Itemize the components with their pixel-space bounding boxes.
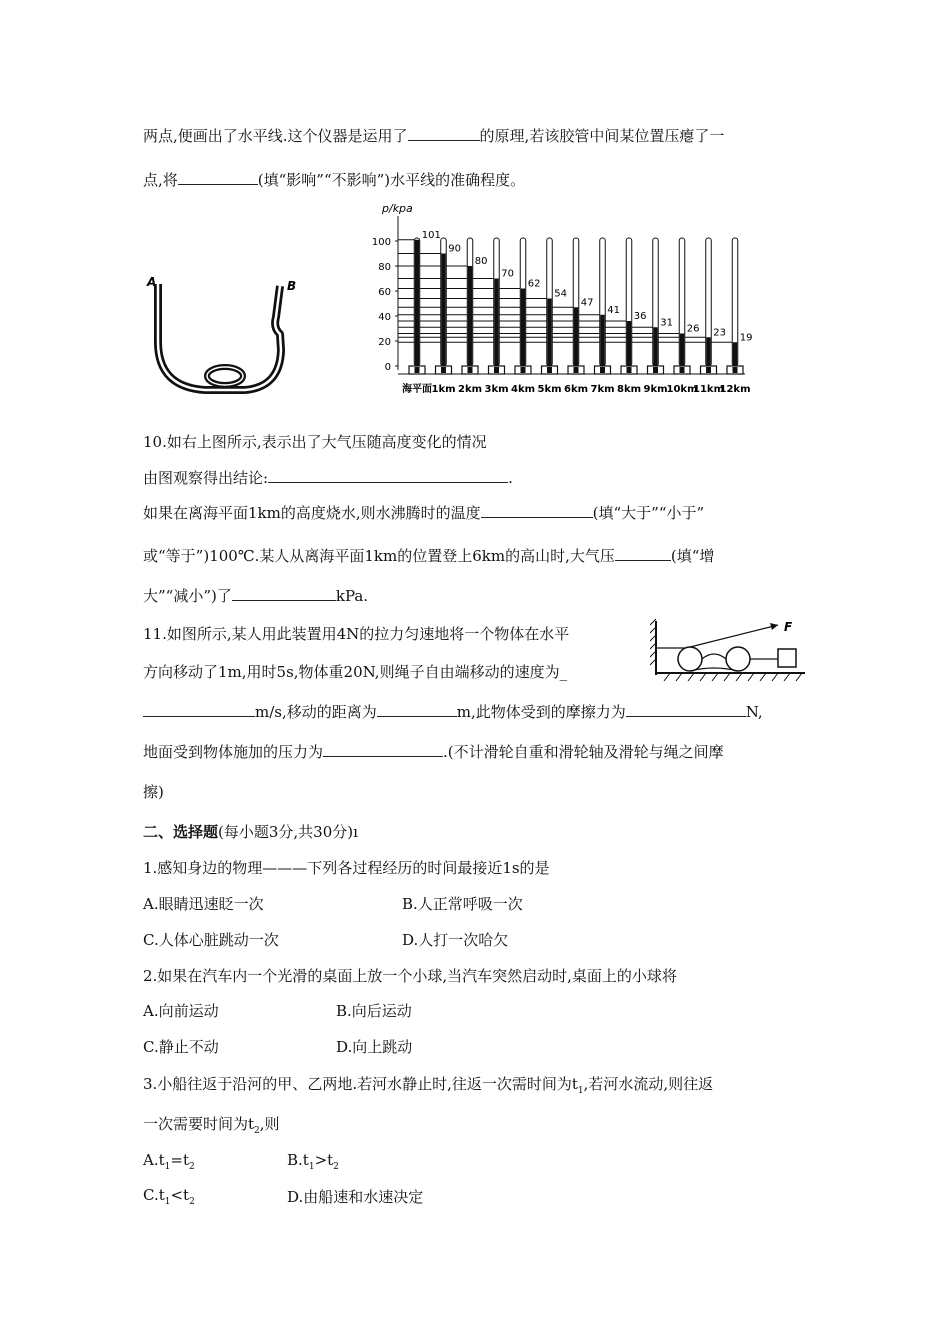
dish-mercury [574, 367, 579, 373]
chart-level-lines [398, 240, 745, 374]
mercury-column [415, 240, 420, 366]
chart-ylabel: p/kpa [382, 202, 413, 215]
mercury-column [547, 299, 552, 367]
q11-blank-friction[interactable] [626, 702, 746, 717]
value-label: 54 [554, 288, 567, 300]
mc3-option-b[interactable] [287, 1151, 339, 1172]
dish-mercury [494, 367, 499, 373]
mercury-column [600, 315, 605, 366]
q9-blank-effect[interactable] [178, 170, 258, 185]
section2-title [143, 821, 358, 842]
y-tick-label: 100 [371, 237, 391, 248]
mc2-stem: 2.如果在汽车内一个光滑的桌面上放一个小球,当汽车突然启动时,桌面上的小球将 [143, 967, 677, 985]
dish-mercury [653, 367, 658, 373]
ground-hatch [664, 673, 802, 681]
q9-line-2 [143, 169, 525, 190]
label-b: B [287, 279, 297, 293]
value-label: 70 [501, 268, 514, 280]
movable-pulley [726, 647, 750, 671]
q10-text: 如果在离海平面1km的高度烧水,则水沸腾时的温度 [143, 504, 481, 522]
rope-middle [702, 654, 726, 659]
mercury-column [494, 279, 499, 367]
mc3-text: 一次需要时间为t [143, 1115, 255, 1133]
q11-blank-speed[interactable] [143, 702, 255, 717]
mc3-sub: 2 [254, 1126, 260, 1136]
label-a: A [147, 275, 157, 289]
q11-line-5: 擦) [143, 783, 164, 801]
opt-sub: 1 [164, 1162, 171, 1172]
pulley-figure [650, 615, 810, 687]
q10-text: (填“增 [670, 547, 715, 565]
x-label: 10km [666, 384, 698, 395]
value-label: 90 [448, 243, 461, 255]
x-label: 9km [643, 384, 668, 395]
q10-text: 或“等于”)100℃.某人从离海平面1km的位置登上6km的高山时,大气压 [143, 547, 615, 565]
q9-text: 两点,便画出了水平线.这个仪器是运用了 [143, 127, 408, 145]
value-label: 80 [474, 256, 488, 267]
opt-text: B.t [287, 1151, 309, 1169]
q10-line-5 [143, 585, 368, 606]
u-tube-inner [158, 284, 281, 390]
mc3-text: 3.小船往返于沿河的甲、乙两地.若河水静止时,往返一次需时间为t [143, 1075, 578, 1093]
mc3-text: ,则 [259, 1115, 280, 1133]
y-tick-label: 0 [384, 362, 391, 373]
q9-blank-principle[interactable] [408, 126, 480, 141]
section-note: (每小题3分,共30分)ı [218, 823, 358, 841]
y-tick-label: 40 [378, 312, 391, 323]
q11-text: 地面受到物体施加的压力为 [143, 743, 324, 761]
q10-blank-kpa[interactable] [232, 586, 336, 601]
q10-blank-pressure-change[interactable] [615, 546, 671, 561]
dish-mercury [733, 367, 738, 373]
dish-mercury [468, 367, 473, 373]
dish-mercury [521, 367, 526, 373]
value-label: 19 [739, 332, 753, 344]
q11-blank-pressure[interactable] [323, 742, 443, 757]
mc2-option-a[interactable]: A.向前运动 [143, 1002, 219, 1020]
opt-sub: 2 [333, 1162, 339, 1172]
dish-mercury [627, 367, 632, 373]
dish-mercury [415, 367, 420, 373]
y-tick-label: 60 [378, 287, 391, 298]
force-label: F [784, 620, 793, 634]
x-label: 2km [457, 384, 483, 395]
q10-blank-temperature[interactable] [481, 503, 593, 518]
fixed-pulley [678, 647, 702, 671]
q9-text: 点,将 [143, 171, 178, 189]
dish-mercury [706, 367, 711, 373]
x-label: 3km [484, 384, 509, 395]
mc2-option-b[interactable]: B.向后运动 [336, 1002, 412, 1020]
dish-mercury [600, 367, 605, 373]
mercury-column [441, 254, 446, 367]
q10-text: 由图观察得出结论: [143, 469, 269, 487]
q11-line-1: 11.如图所示,某人用此装置用4N的拉力匀速地将一个物体在水平 [143, 625, 570, 643]
x-label: 1km [431, 384, 456, 395]
q10-text: (填“大于”“小于” [592, 504, 705, 522]
mc3-option-a[interactable] [143, 1151, 195, 1172]
opt-text: >t [314, 1151, 334, 1169]
mercury-column [468, 266, 473, 366]
pull-rope [690, 625, 778, 647]
x-label: 4km [510, 384, 536, 395]
opt-text: A.t [143, 1151, 165, 1169]
mc3-text: ,若河水流动,则往返 [583, 1075, 714, 1093]
q9-text: 的原理,若该胶管中间某位置压瘪了一 [479, 127, 725, 145]
opt-sub: 1 [164, 1197, 171, 1207]
opt-text: <t [170, 1186, 190, 1204]
chart-y-ticks [372, 237, 398, 373]
q10-line-3 [143, 502, 704, 523]
x-label: 海平面 [402, 384, 432, 395]
mercury-column [733, 342, 738, 366]
q10-line-1: 10.如右上图所示,表示出了大气压随高度变化的情况 [143, 433, 487, 451]
q11-line-3 [143, 701, 763, 722]
q11-text: m/s,移动的距离为 [255, 703, 377, 721]
q11-text: .(不计滑轮自重和滑轮轴及滑轮与绳之间摩 [443, 743, 724, 761]
mercury-column [653, 327, 658, 366]
q10-blank-conclusion[interactable] [268, 468, 508, 483]
q11-line-4 [143, 741, 724, 762]
opt-sub: 2 [189, 1197, 195, 1207]
q11-text: m,此物体受到的摩擦力为 [456, 703, 626, 721]
value-label: 41 [607, 304, 620, 316]
q9-text: (填“影响”“不影响”)水平线的准确程度。 [257, 171, 526, 189]
chart-x-labels [402, 382, 751, 395]
mercury-column [627, 321, 632, 366]
x-label: 12km [719, 384, 751, 395]
y-tick-label: 20 [378, 337, 391, 348]
mc1-option-b[interactable]: B.人正常呼吸一次 [402, 895, 523, 913]
opt-text: C.t [143, 1186, 165, 1204]
mc1-option-d[interactable]: D.人打一次哈欠 [402, 931, 509, 949]
block [778, 649, 796, 667]
y-tick-label: 80 [378, 262, 391, 273]
mc3-stem-1 [143, 1073, 713, 1096]
u-tube-figure [145, 272, 305, 402]
q11-blank-distance[interactable] [377, 702, 457, 717]
q10-line-2 [143, 467, 513, 488]
mc2-option-c[interactable]: C.静止不动 [143, 1038, 219, 1056]
mc2-option-d[interactable]: D.向上跳动 [336, 1038, 413, 1056]
mc1-option-c[interactable]: C.人体心脏跳动一次 [143, 931, 279, 949]
value-label: 31 [660, 317, 673, 329]
x-label: 6km [563, 384, 589, 395]
x-label: 5km [537, 384, 562, 395]
value-label: 36 [633, 311, 647, 322]
mercury-column [574, 307, 579, 366]
value-label: 101 [421, 229, 441, 241]
x-label: 7km [590, 384, 615, 395]
value-label: 47 [580, 297, 594, 309]
mercury-column [680, 334, 685, 367]
value-label: 26 [686, 323, 700, 335]
pressure-altitude-chart [370, 198, 760, 398]
chart-tubes [409, 230, 752, 374]
mc3-sub: 1 [577, 1086, 584, 1096]
dish-mercury [441, 367, 446, 373]
mc3-stem-2 [143, 1113, 280, 1136]
q10-line-4 [143, 545, 714, 566]
q11-text: N, [745, 703, 763, 721]
q9-line-1 [143, 125, 724, 146]
q11-line-2: 方向移动了1m,用时5s,物体重20N,则绳子自由端移动的速度为_ [143, 663, 568, 681]
mc3-option-c[interactable] [143, 1186, 195, 1207]
force-arrow-head [770, 623, 778, 630]
mercury-column [521, 289, 526, 367]
u-tube-outer [158, 284, 281, 390]
section-heading: 二、选择题 [143, 823, 219, 841]
value-label: 62 [527, 278, 541, 290]
x-label: 11km [693, 384, 724, 395]
opt-sub: 2 [188, 1162, 195, 1172]
dish-mercury [680, 367, 685, 373]
mercury-column [706, 337, 711, 366]
x-label: 8km [616, 384, 642, 395]
mc1-stem: 1.感知身边的物理———下列各过程经历的时间最接近1s的是 [143, 859, 550, 877]
opt-sub: 1 [308, 1162, 315, 1172]
q10-text: kPa. [335, 587, 369, 605]
dish-mercury [547, 367, 552, 373]
opt-text: =t [170, 1151, 189, 1169]
mc3-option-d[interactable]: D.由船速和水速决定 [287, 1188, 424, 1206]
q10-text: 大”“减小”)了 [143, 587, 232, 605]
mc1-option-a[interactable]: A.眼睛迅速眨一次 [143, 895, 264, 913]
value-label: 23 [713, 327, 726, 339]
q10-text: . [508, 469, 513, 487]
